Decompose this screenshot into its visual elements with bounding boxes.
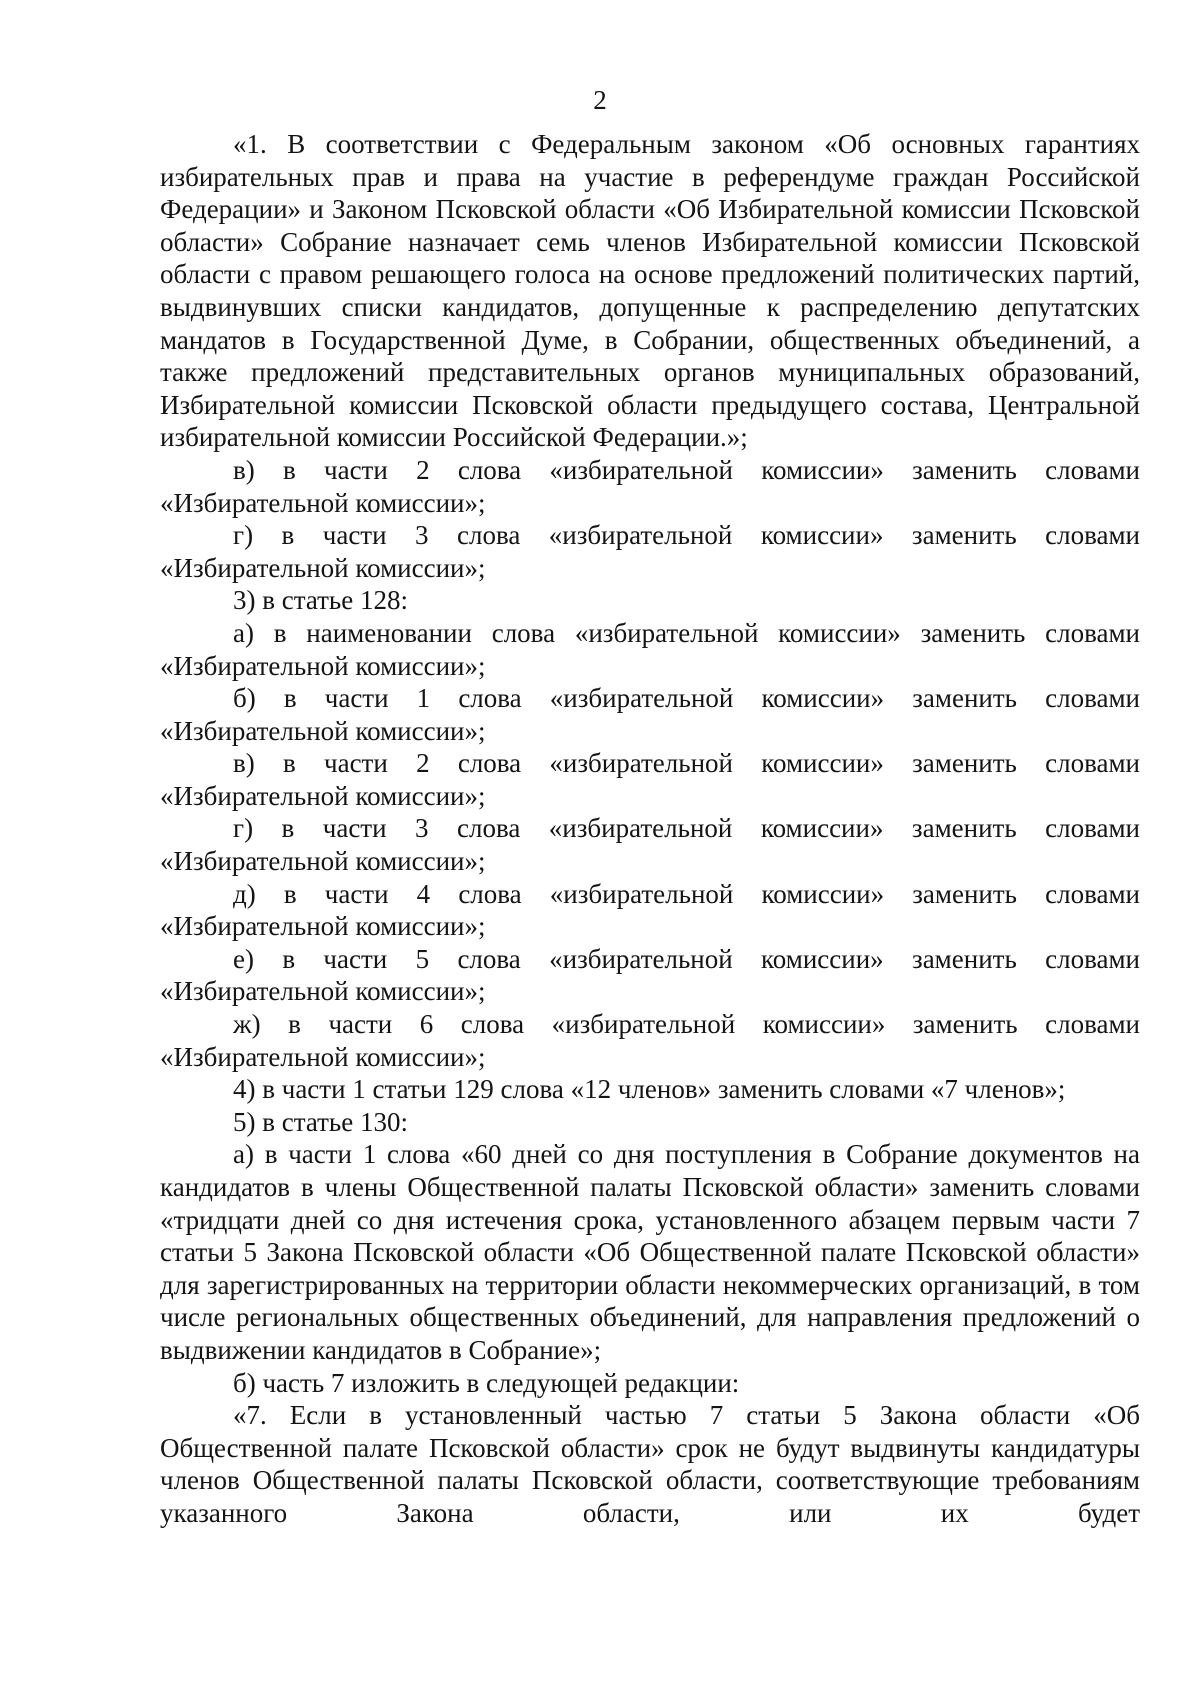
paragraph-item-d-part-4: д) в части 4 слова «избирательной комиссии» заменить словами «Избирательной комиссии»; xyxy=(160,878,1140,942)
paragraph-item-a-title: а) в наименовании слова «избирательной комиссии» заменить словами «Избирательной комиссии»; xyxy=(160,617,1140,681)
paragraph-amendment-part-1: «1. В соответствии с Федеральным законом «Об основных гарантиях избирательных прав и права на участие в референдуме граждан Российской Федерации» и Законом Псковской области «Об Избирательной комиссии Псковской области» Собрание назначает семь членов Избирательной комиссии Псковской области с правом решающего голоса на основе предложений политических партий, выдвинувших списки кандидатов, допущенные к распределению депутатских мандатов в Государственной Думе, в Собрании, общественных объединений, а также предложений представительных органов муниципальных образований, Избирательной комиссии Псковской области предыдущего состава, Центральной избирательной комиссии Российской Федерации.»; xyxy=(160,129,1140,453)
paragraph-article-128: 3) в статье 128: xyxy=(233,585,408,616)
paragraph-item-a-part-1-art130: а) в части 1 слова «60 дней со дня поступления в Собрание документов на кандидатов в члены Общественной палаты Псковской области» заменить словами «тридцати дней со дня истечения срока, установленного абзацем первым части 7 статьи 5 Закона Псковской области «Об Общественной палате Псковской области» для зарегистрированных на территории области некоммерческих организаций, в том числе региональных общественных объединений, для направления предложений о выдвижении кандидатов в Собрание»; xyxy=(160,1139,1140,1365)
paragraph-item-b-part-7: б) часть 7 изложить в следующей редакции: xyxy=(233,1367,740,1398)
paragraph-item-zh-part-6: ж) в части 6 слова «избирательной комиссии» заменить словами «Избирательной комиссии»; xyxy=(160,1009,1140,1072)
paragraph-article-130: 5) в статье 130: xyxy=(233,1106,408,1137)
document-body xyxy=(160,128,1140,1530)
page-number: 2 xyxy=(593,85,607,115)
paragraph-article-129: 4) в части 1 статьи 129 слова «12 членов» заменить словами «7 членов»; xyxy=(233,1074,1066,1105)
paragraph-part-7-new-text: «7. Если в установленный частью 7 статьи 5 Закона области «Об Общественной палате Псковской области» срок не будут выдвинуты кандидатуры членов Общественной палаты Псковской области, соответствующие требованиям указанного Закона области, или их будет xyxy=(160,1400,1140,1528)
paragraph-item-b-part-1: б) в части 1 слова «избирательной комиссии» заменить словами «Избирательной комиссии»; xyxy=(160,683,1140,746)
paragraph-item-v-part-2-art128: в) в части 2 слова «избирательной комиссии» заменить словами «Избирательной комиссии»; xyxy=(160,748,1140,811)
paragraph-item-e-part-5: е) в части 5 слова «избирательной комиссии» заменить словами «Избирательной комиссии»; xyxy=(160,943,1140,1007)
paragraph-item-v-part-2: в) в части 2 слова «избирательной комиссии» заменить словами «Избирательной комиссии»; xyxy=(160,454,1140,518)
paragraph-item-g-part-3: г) в части 3 слова «избирательной комиссии» заменить словами «Избирательной комиссии»; xyxy=(160,520,1140,583)
paragraph-item-g-part-3-art128: г) в части 3 слова «избирательной комиссии» заменить словами «Избирательной комиссии»; xyxy=(160,813,1140,877)
